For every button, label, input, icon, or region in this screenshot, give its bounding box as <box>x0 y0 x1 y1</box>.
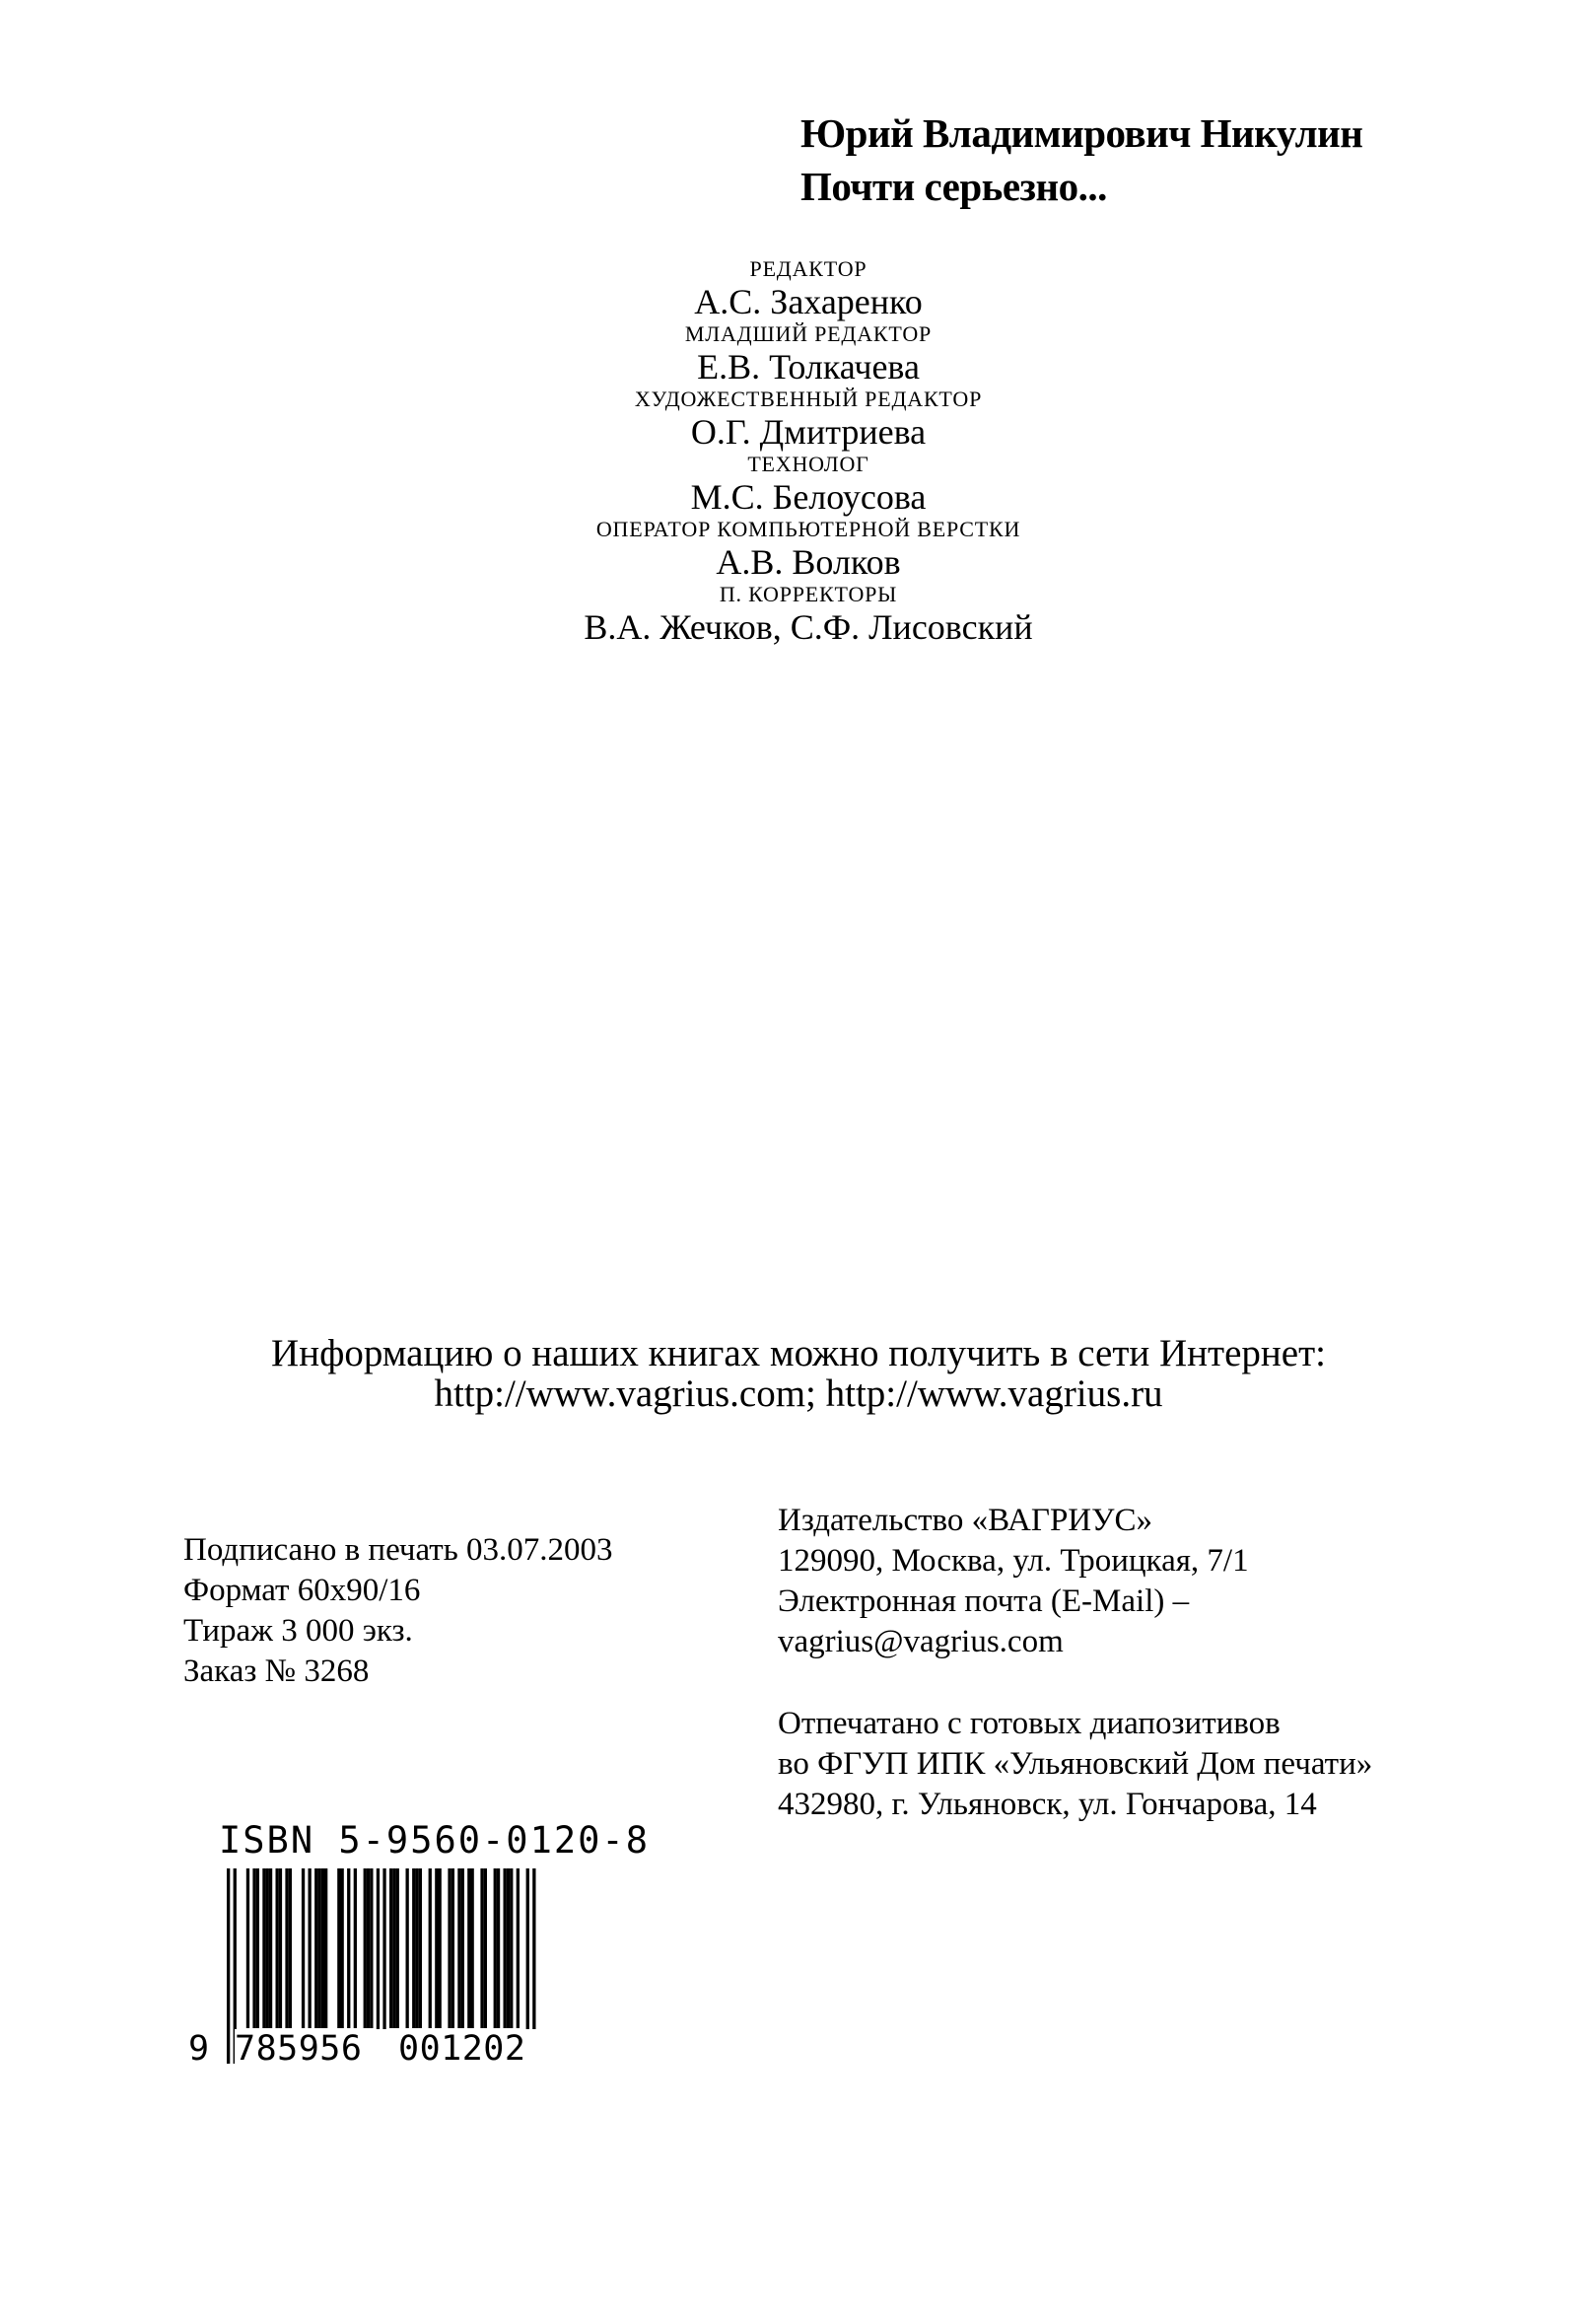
barcode-bar <box>321 1868 324 2028</box>
barcode-bar <box>451 1868 454 2028</box>
print-info-block <box>183 1530 613 1692</box>
internet-info-text: Информацию о наших книгах можно получить в сети Интернет: <box>271 1332 1326 1374</box>
publisher-block <box>778 1501 1249 1662</box>
barcode-bar <box>412 1868 415 2028</box>
barcode-bar <box>341 1868 344 2028</box>
barcode-bar <box>471 1868 474 2028</box>
ean-first-digit: 9 <box>188 2029 210 2069</box>
credit-role: ХУДОЖЕСТВЕННЫЙ РЕДАКТОР <box>634 387 983 411</box>
barcode-bar <box>279 1868 282 2028</box>
isbn-label: ISBN 5-9560-0120-8 <box>219 1819 650 1862</box>
format-line: Формат 60x90/16 <box>183 1573 421 1608</box>
barcode-bar <box>317 1868 320 2028</box>
credit-role: РЕДАКТОР <box>749 256 867 281</box>
internet-urls: http://www.vagrius.com; http://www.vagrius.ru <box>434 1372 1163 1415</box>
barcode-bar <box>337 1868 340 2028</box>
credit-name: М.С. Белоусова <box>690 477 927 517</box>
barcode-bar <box>457 1868 460 2028</box>
barcode-bar <box>510 1868 513 2028</box>
internet-info <box>256 1333 1341 1414</box>
barcode-bar <box>392 1868 395 2028</box>
credit-entry <box>473 258 1144 323</box>
barcode-bar <box>507 1868 510 2028</box>
barcode-bar <box>419 1868 422 2028</box>
credit-entry <box>473 454 1144 519</box>
author-name: Юрий Владимирович Никулин <box>800 110 1363 156</box>
barcode-bar <box>354 1868 357 2028</box>
credit-name: Е.В. Толкачева <box>697 347 920 387</box>
credit-role: ОПЕРАТОР КОМПЬЮТЕРНОЙ ВЕРСТКИ <box>595 517 1021 541</box>
barcode-bar <box>262 1868 265 2028</box>
book-title: Почти серьезно... <box>800 164 1107 209</box>
barcode-bar <box>276 1868 279 2028</box>
barcode-bar <box>504 1868 507 2028</box>
signed-date: Подписано в печать 03.07.2003 <box>183 1532 613 1568</box>
barcode-bar <box>347 1868 350 2028</box>
barcode-bar <box>415 1868 418 2028</box>
barcode-bar <box>480 1868 483 2028</box>
barcode-bar <box>367 1868 370 2028</box>
publisher-name: Издательство «ВАГРИУС» <box>778 1503 1153 1538</box>
barcode-bar <box>429 1868 432 2028</box>
order-number: Заказ № 3268 <box>183 1653 370 1689</box>
print-run: Тираж 3 000 экз. <box>183 1613 413 1649</box>
credit-name: В.А. Жечков, С.Ф. Лисовский <box>584 607 1033 647</box>
publisher-email: vagrius@vagrius.com <box>778 1624 1064 1659</box>
barcode-bar <box>302 1868 305 2028</box>
barcode-bar <box>517 1868 520 2028</box>
barcode-bar <box>484 1868 487 2028</box>
printer-line-1: Отпечатано с готовых диапозитивов <box>778 1706 1281 1741</box>
credit-name: А.С. Захаренко <box>694 282 923 321</box>
barcode-bar <box>435 1868 438 2028</box>
credit-entry <box>473 388 1144 454</box>
barcode-bar <box>256 1868 259 2028</box>
barcode-bar <box>370 1868 373 2028</box>
ean-left-digits: 785956 <box>235 2029 388 2069</box>
printer-line-3: 432980, г. Ульяновск, ул. Гончарова, 14 <box>778 1787 1317 1822</box>
ean-right-digits: 001202 <box>398 2029 546 2069</box>
printer-line-2: во ФГУП ИПК «Ульяновский Дом печати» <box>778 1746 1373 1782</box>
barcode-bar <box>309 1868 312 2028</box>
barcode-bar <box>314 1868 317 2028</box>
credit-role: МЛАДШИЙ РЕДАКТОР <box>684 321 933 346</box>
barcode-bar <box>285 1868 288 2028</box>
barcode-bar <box>461 1868 464 2028</box>
barcode-bar <box>324 1868 327 2028</box>
barcode-bar <box>467 1868 470 2028</box>
publisher-email-label: Электронная почта (E-Mail) – <box>778 1583 1190 1619</box>
credit-name: О.Г. Дмитриева <box>690 412 927 452</box>
barcode-bar <box>396 1868 399 2028</box>
credits-block <box>473 258 1144 649</box>
book-heading <box>800 106 1362 213</box>
barcode-bar <box>494 1868 497 2028</box>
barcode-bar <box>252 1868 255 2028</box>
credit-entry <box>473 519 1144 584</box>
barcode-bar <box>269 1868 272 2028</box>
barcode-bar <box>406 1868 409 2028</box>
credit-role: П. КОРРЕКТОРЫ <box>719 582 898 606</box>
credit-role: ТЕХНОЛОГ <box>747 452 869 476</box>
credit-entry <box>473 323 1144 388</box>
barcode-bar <box>227 1868 230 2064</box>
barcode-bar <box>439 1868 442 2028</box>
barcode-bar <box>448 1868 451 2028</box>
credit-name: А.В. Волков <box>716 542 901 582</box>
printer-block <box>778 1704 1372 1825</box>
barcode-bar <box>246 1868 249 2028</box>
barcode-bar <box>266 1868 269 2028</box>
barcode-bar <box>289 1868 292 2028</box>
barcode-bar <box>389 1868 392 2028</box>
credit-entry <box>473 584 1144 649</box>
publisher-address: 129090, Москва, ул. Троицкая, 7/1 <box>778 1543 1249 1579</box>
barcode-bar <box>364 1868 367 2028</box>
barcode-bar <box>497 1868 500 2028</box>
